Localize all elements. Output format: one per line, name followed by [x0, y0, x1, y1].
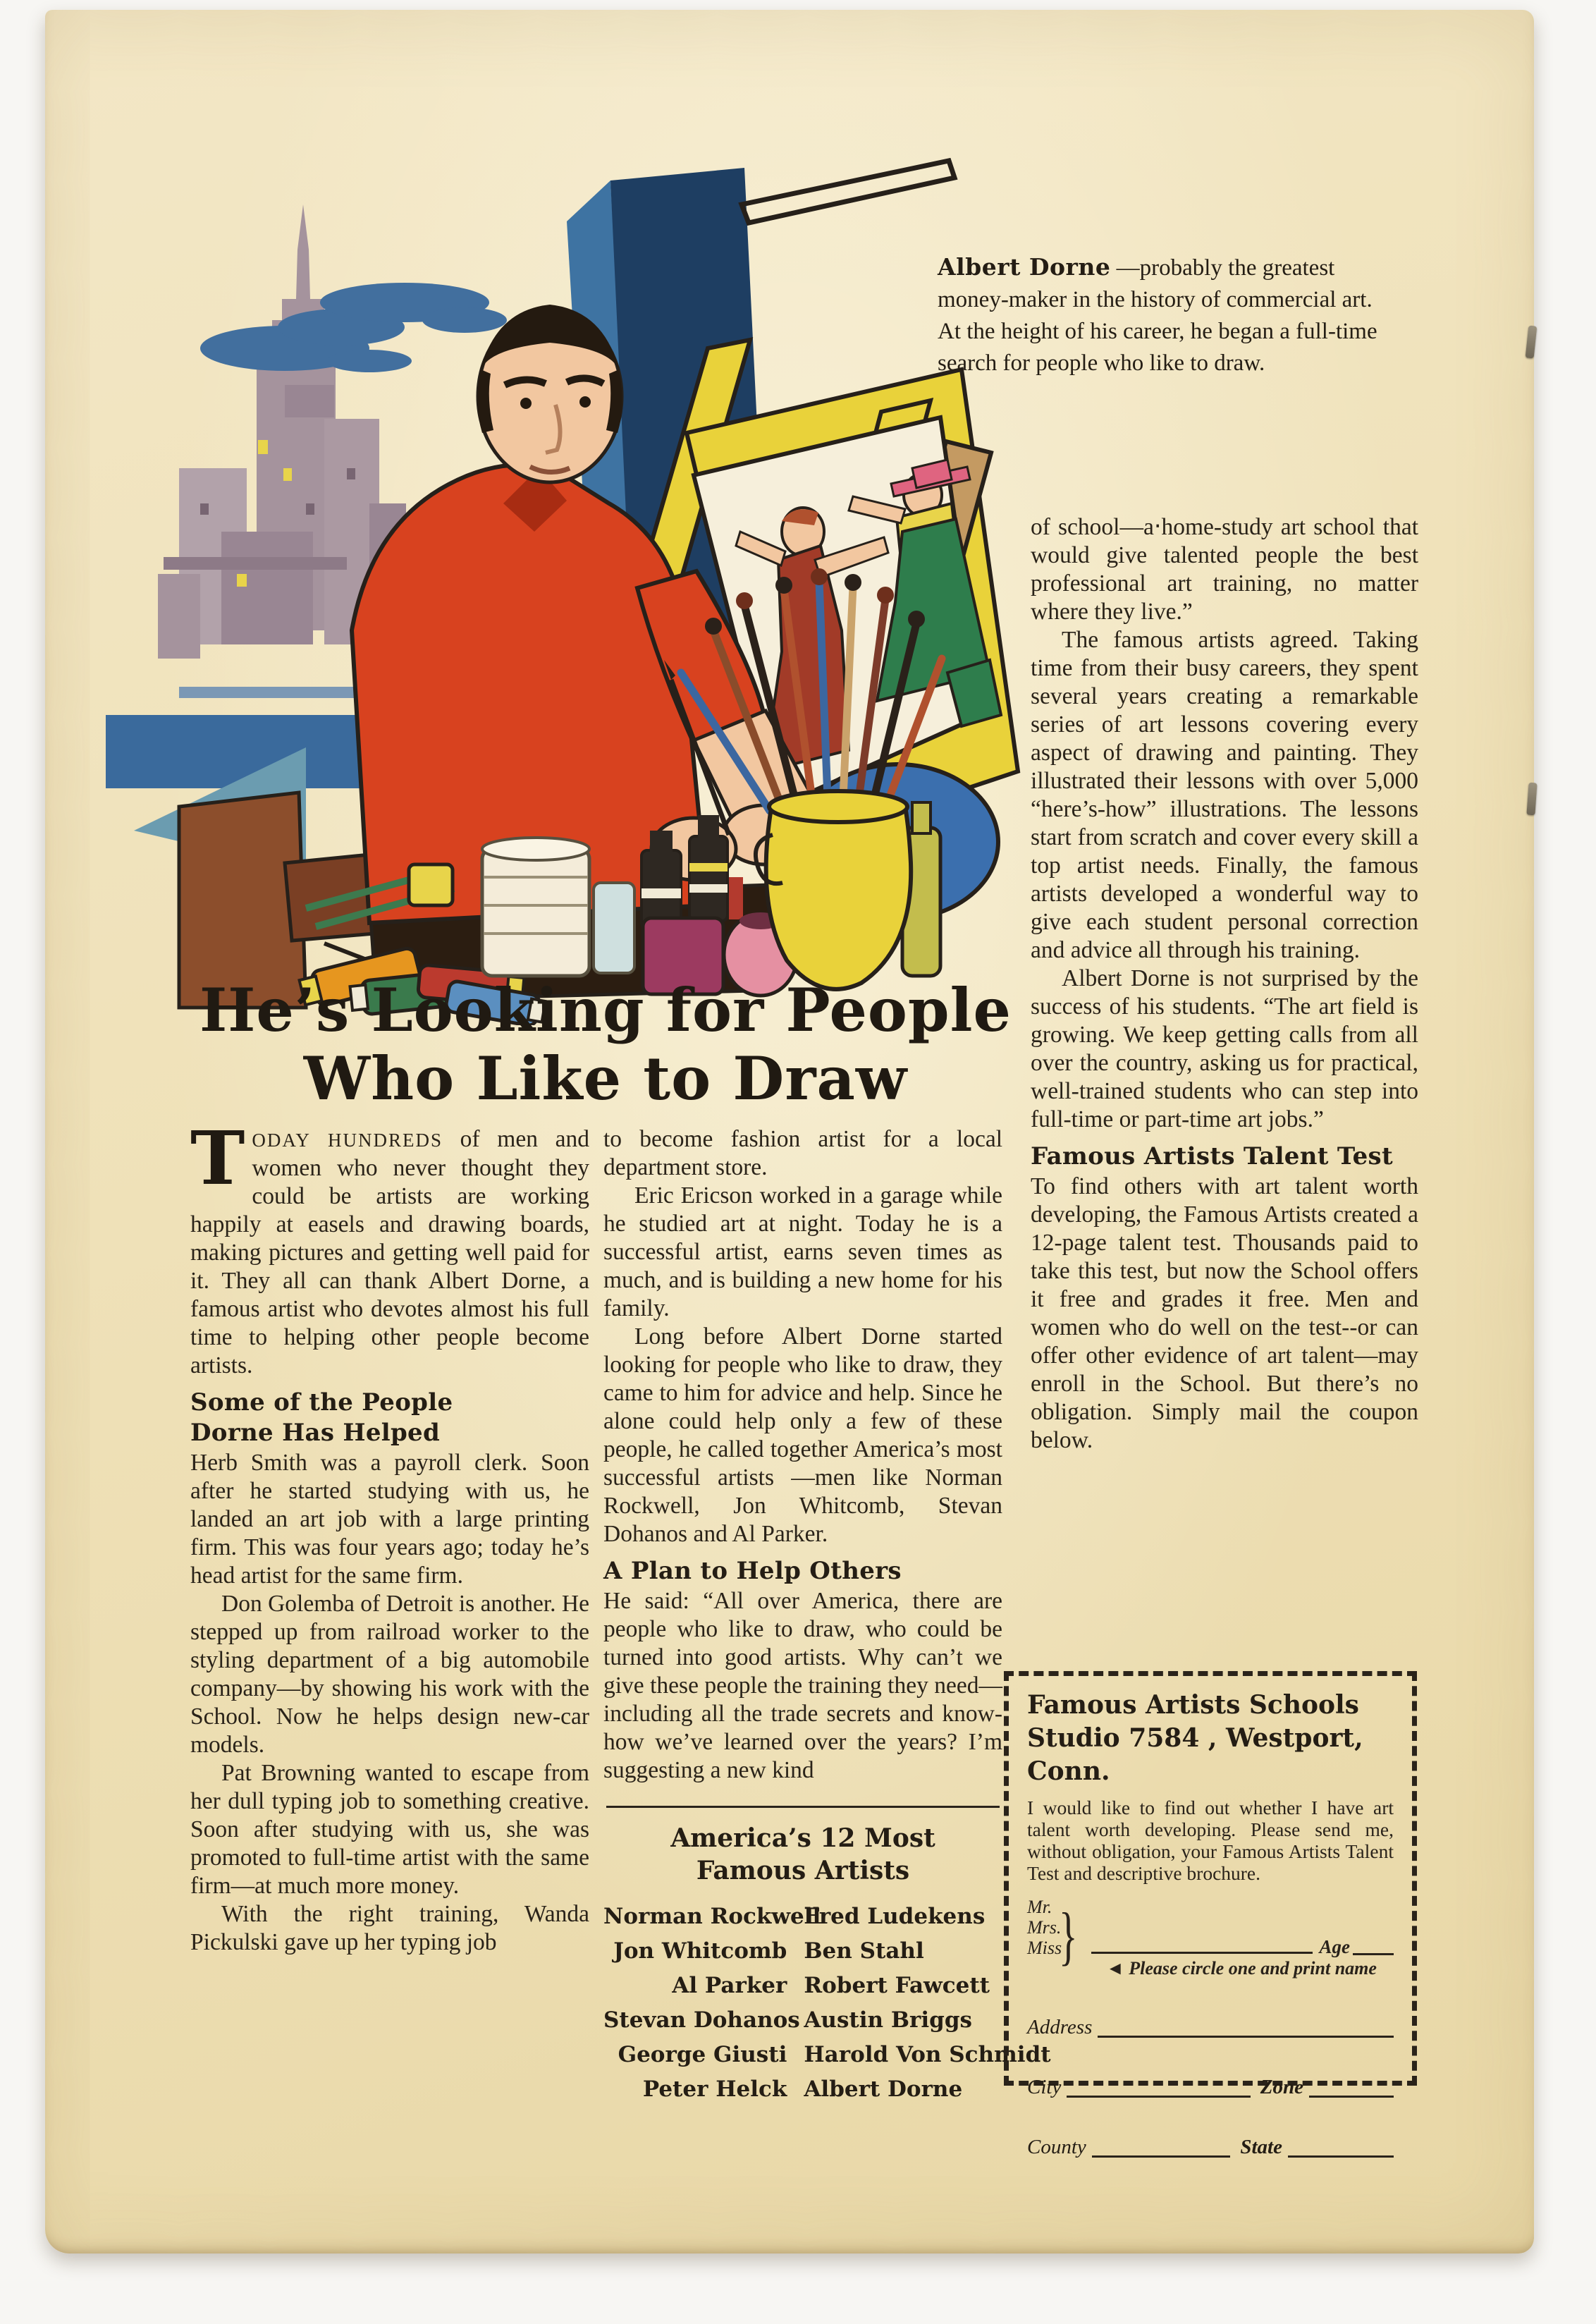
paragraph: He said: “All over America, there are people who like to draw, who could be turned into good artists. Why can’t we give these people the training they need—including all the trade secrets and know-how we’ve learned over the years? I’m suggesting a new kind: [603, 1588, 1002, 1783]
age-write-line: [1353, 1932, 1394, 1955]
headline-line2: Who Like to Draw: [303, 1044, 908, 1113]
salutation-mrs: Mrs.: [1027, 1917, 1062, 1938]
salutation-options: [1027, 1897, 1062, 1958]
section-heading: A Plan to Help Others: [603, 1557, 902, 1585]
paragraph: Albert Dorne is not surprised by the success of his students. “The art field is growing. We keep getting calls from all over the country, asking us for practical, well-trained students who can step into full-time or part-time art jobs.”: [1031, 965, 1418, 1132]
state-label: State: [1240, 2136, 1282, 2158]
address-label: Address: [1027, 2016, 1093, 2038]
artist-name: Robert Fawcett: [804, 1973, 990, 1998]
staple-icon: [1526, 325, 1537, 358]
artists-title-line1: America’s 12 Most: [670, 1823, 935, 1853]
mail-coupon: [1004, 1671, 1417, 2158]
artist-name: Peter Helck: [642, 2077, 787, 2102]
caption-lead: Albert Dorne: [938, 253, 1111, 281]
staple-icon: [1526, 783, 1537, 816]
clouds-icon: [200, 283, 507, 372]
artists-left-column: [603, 1900, 821, 2107]
salutation-miss: Miss: [1027, 1938, 1062, 1958]
paragraph: of school—a‧home-study art school that would give talented people the best professional art training, no matter where they live.”: [1031, 514, 1418, 625]
section-heading: Dorne Has Helped: [190, 1419, 441, 1447]
artists-title-line2: Famous Artists: [696, 1856, 910, 1885]
paper-page: [45, 10, 1534, 2253]
name-write-line: [1091, 1928, 1312, 1954]
city-write-line: [1067, 2074, 1250, 2098]
artist-name: Albert Dorne: [804, 2077, 963, 2102]
headline-line1: He’s Looking for People: [200, 975, 1012, 1045]
paragraph: Pat Browning wanted to escape from her dull typing job to something creative. Soon after studying with us, she was promoted to full-time artist with the same firm—at much more money.: [190, 1760, 589, 1899]
section-heading: Some of the People: [190, 1388, 453, 1417]
artist-name: Fred Ludekens: [804, 1904, 986, 1929]
artist-name: Stevan Dohanos: [603, 2007, 800, 2033]
section-heading: Famous Artists Talent Test: [1031, 1142, 1393, 1170]
paragraph: With the right training, Wanda Pickulski gave up her typing job: [190, 1901, 589, 1955]
paragraph: Long before Albert Dorne started looking for people who like to draw, they came to him for advice and help. Since he alone could help only a few of these people, he called together America’s most successful artists —men like Norman Rockwell, Jon Whitcomb, Stevan Dohanos and Al Parker.: [603, 1323, 1002, 1547]
artist-name: Harold Von Schmidt: [804, 2042, 1051, 2067]
artist-name: Al Parker: [672, 1973, 787, 1998]
caption-text: —probably the greatest money-maker in the history of commercial art. At the height of his career, he began a full-time search for people who like to draw.: [938, 255, 1377, 376]
age-field: [1320, 1932, 1394, 1958]
artist-name: Norman Rockwell: [603, 1904, 821, 1929]
albert-dorne-illustration: [73, 137, 1060, 1025]
city-label: City: [1027, 2076, 1062, 2098]
paragraph: TODAY HUNDREDS of men and women who never thought they could be artists are working happily at easels and drawing boards, making pictures and getting well paid for it. They all can thank Albert Dorne, a famous artist who devotes almost his full time to helping other people become artists.: [190, 1115, 589, 1378]
age-label: Age: [1319, 1936, 1350, 1957]
ad-headline: [151, 976, 1060, 1113]
circle-note-text: Please circle one and print name: [1129, 1958, 1377, 1979]
coupon-school-line1: Famous Artists Schools: [1027, 1690, 1359, 1720]
zone-write-line: [1309, 2074, 1394, 2098]
body-column-1: [190, 1115, 589, 1957]
left-arrow-icon: ◄: [1106, 1958, 1124, 1979]
paragraph: Don Golemba of Detroit is another. He stepped up from railroad worker to the styling department of a big automobile company—by showing his work with the School. Now he helps design new-car models.: [190, 1591, 589, 1758]
paragraph: Eric Ericson worked in a garage while he studied art at night. Today he is a successful artist, earns seven times as much, and is building a new home for his family.: [603, 1182, 1002, 1321]
circle-one-note: [1106, 1958, 1394, 1979]
coupon-body-text: I would like to find out whether I have art talent worth developing. Please send me, without obligation, your Famous Artists Talent Test and descriptive brochure.: [1027, 1797, 1394, 1884]
coupon-school-line2: Studio 7584 , Westport, Conn.: [1027, 1723, 1363, 1786]
photo-caption: [938, 251, 1396, 379]
drop-cap: T: [190, 1115, 245, 1201]
address-write-line: [1098, 2014, 1394, 2038]
body-column-3: [1031, 513, 1418, 1455]
county-write-line: [1092, 2134, 1231, 2158]
zone-label: Zone: [1260, 2076, 1303, 2098]
divider-rule: [606, 1806, 1000, 1808]
paragraph: To find others with art talent worth developing, the Famous Artists created a 12-page talent test. Thousands paid to take this test, but now the School offers it free and grades it free. Men and women who do well on the test--or can offer other evidence of art talent—may enroll in the School. But there’s no obligation. Simply mail the coupon below.: [1031, 1173, 1418, 1453]
paragraph: to become fashion artist for a local department store.: [603, 1126, 1002, 1180]
lead-smallcaps: ODAY HUNDREDS: [252, 1130, 443, 1151]
county-state-field-row: [1027, 2134, 1394, 2159]
paragraph: The famous artists agreed. Taking time from their busy careers, they spent several years creating a remarkable series of art lessons covering every aspect of drawing and painting. They illustrated their lessons with over 5,000 “here’s-how” illustrations. The lessons start from scratch and cover every skill a top artist needs. Finally, the famous artists developed a wonderful way to give each student personal correction and advice all through his training.: [1031, 627, 1418, 963]
artist-name: Austin Briggs: [804, 2007, 972, 2033]
county-label: County: [1027, 2136, 1086, 2158]
brace-glyph: }: [1059, 1900, 1078, 1971]
state-write-line: [1288, 2134, 1394, 2158]
artist-name: Jon Whitcomb: [613, 1938, 787, 1964]
address-field-row: [1027, 2014, 1394, 2039]
city-zone-field-row: [1027, 2074, 1394, 2099]
paragraph: Herb Smith was a payroll clerk. Soon after he started studying with us, he landed an art job with a large printing firm. This was four years ago; today he’s head artist for the same firm.: [190, 1450, 589, 1589]
artist-name: George Giusti: [618, 2042, 787, 2067]
salutation-mr: Mr.: [1027, 1897, 1052, 1917]
artist-name: Ben Stahl: [804, 1938, 924, 1964]
